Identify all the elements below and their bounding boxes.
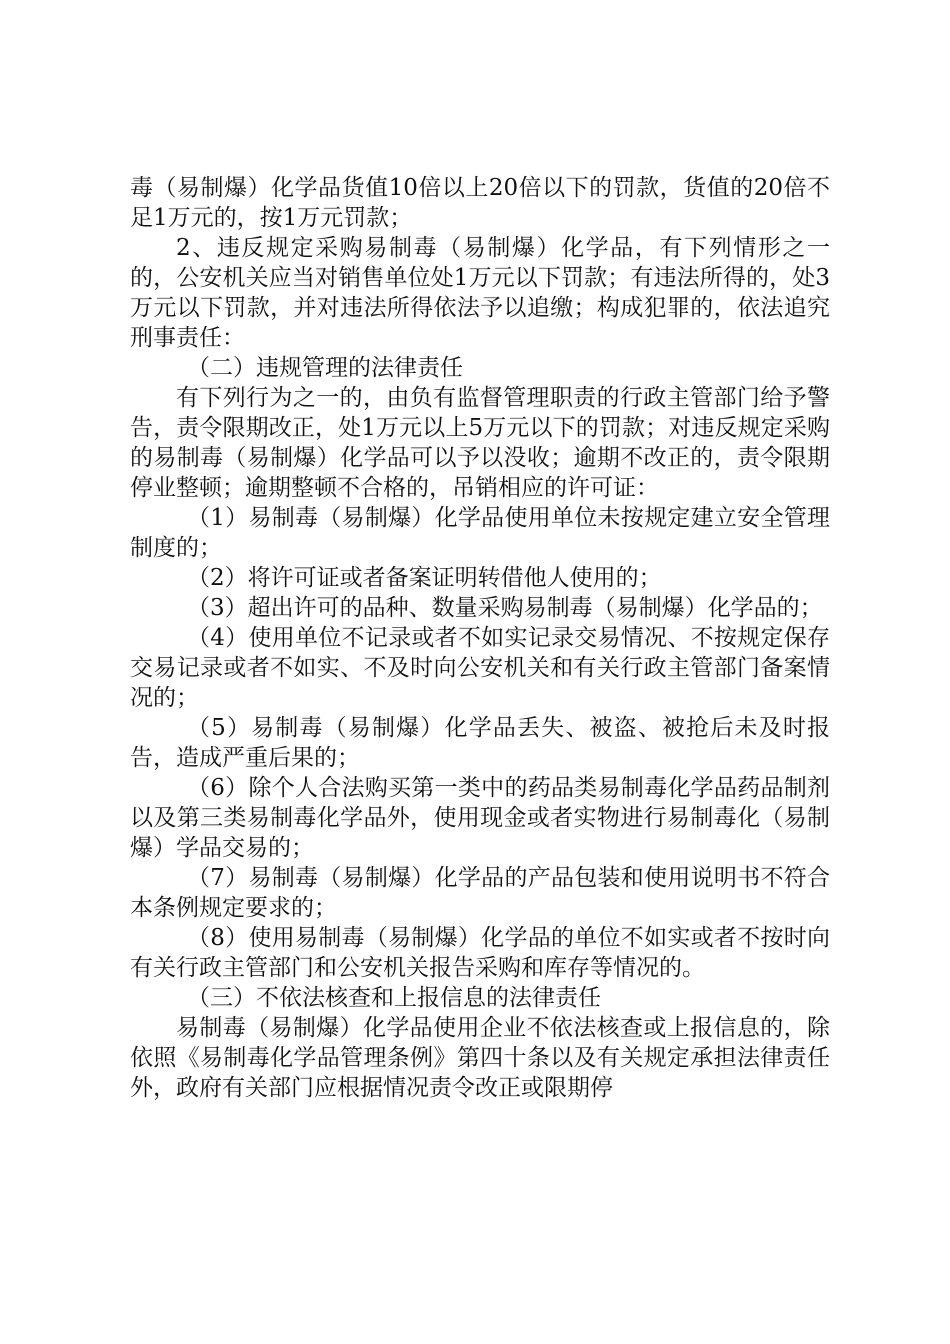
paragraph-section-3-intro: 易制毒（易制爆）化学品使用企业不依法核查或上报信息的，除依照《易制毒化学品管理条例》第四十条以及有关规定承担法律责任外，政府有关部门应根据情况责令改正或限期停 xyxy=(130,1015,830,1101)
paragraph-continuation: 毒（易制爆）化学品货值10倍以上20倍以下的罚款，货值的20倍不足1万元的，按1万元罚款； xyxy=(130,175,830,231)
list-item-5: （5）易制毒（易制爆）化学品丢失、被盗、被抢后未及时报告，造成严重后果的； xyxy=(130,715,830,771)
list-item-2: （2）将许可证或者备案证明转借他人使用的； xyxy=(187,565,662,591)
list-item-8: （8）使用易制毒（易制爆）化学品的单位不如实或者不按时向有关行政主管部门和公安机关报告采购和库存等情况的。 xyxy=(130,925,830,981)
list-item-4: （4）使用单位不记录或者不如实记录交易情况、不按规定保存交易记录或者不如实、不及时向公安机关和有关行政主管部门备案情况的； xyxy=(130,625,830,711)
document-body xyxy=(130,173,830,1103)
list-item-6: （6）除个人合法购买第一类中的药品类易制毒化学品药品制剂以及第三类易制毒化学品外，使用现金或者实物进行易制毒化（易制爆）学品交易的； xyxy=(130,775,830,861)
section-heading-3: （三）不依法核查和上报信息的法律责任 xyxy=(187,985,601,1011)
list-item-3: （3）超出许可的品种、数量采购易制毒（易制爆）化学品的； xyxy=(187,595,823,621)
paragraph-item-2: 2、违反规定采购易制毒（易制爆）化学品，有下列情形之一的，公安机关应当对销售单位处1万元以下罚款；有违法所得的，处3万元以下罚款，并对违法所得依法予以追缴；构成犯罪的，依法追究刑事责任： xyxy=(130,235,830,351)
section-heading-2: （二）违规管理的法律责任 xyxy=(187,355,463,381)
list-item-7: （7）易制毒（易制爆）化学品的产品包装和使用说明书不符合本条例规定要求的； xyxy=(130,865,830,921)
list-item-1: （1）易制毒（易制爆）化学品使用单位未按规定建立安全管理制度的； xyxy=(130,505,830,561)
paragraph-section-2-intro: 有下列行为之一的，由负有监督管理职责的行政主管部门给予警告，责令限期改正，处1万元以上5万元以下的罚款；对违反规定采购的易制毒（易制爆）化学品可以予以没收；逾期不改正的，责令限期停业整顿；逾期整顿不合格的，吊销相应的许可证： xyxy=(130,385,830,501)
